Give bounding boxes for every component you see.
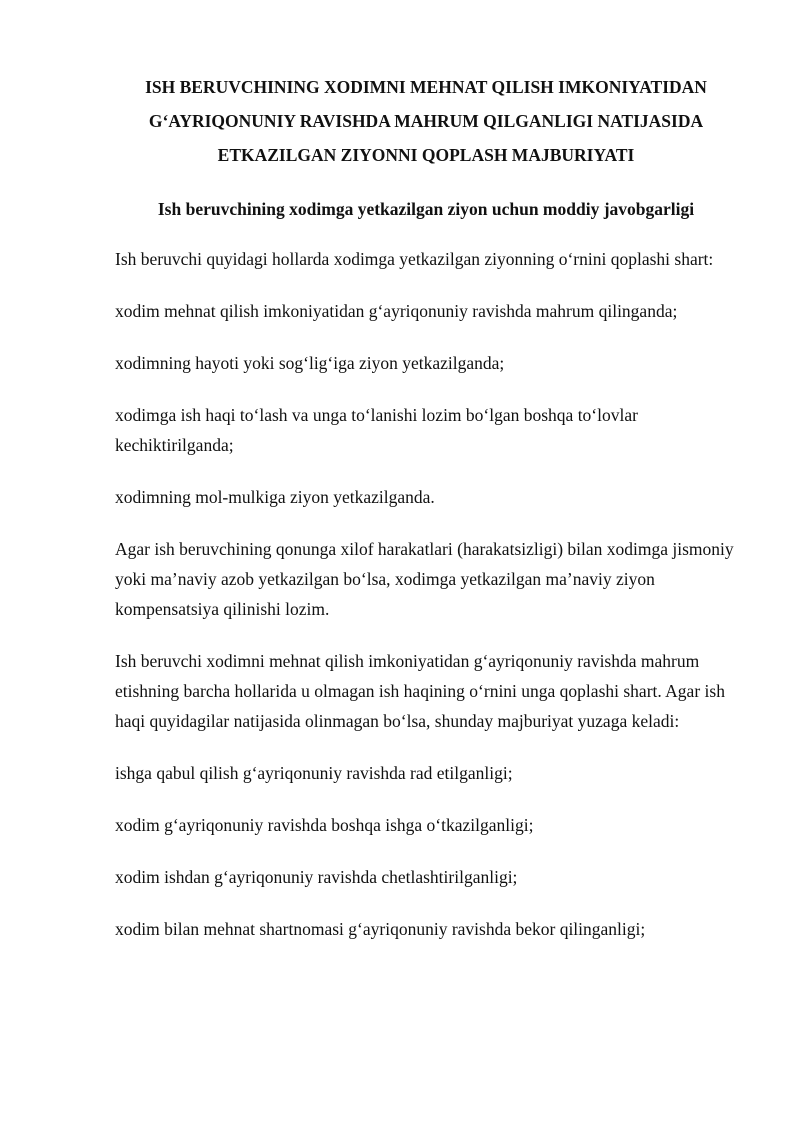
title-line: G‘AYRIQONUNIY RAVISHDA MAHRUM QILGANLIGI NATIJASIDA	[148, 111, 704, 131]
list-item: xodim ishdan g‘ayriqonuniy ravishda chetlashtirilganligi;	[115, 867, 518, 887]
paragraph: Agar ish beruvchining qonunga xilof harakatlari (harakatsizligi) bilan xodimga jismoniy yoki ma’naviy azob yetkazilgan bo‘lsa, xodimga yetkazilgan ma’naviy ziyon kompensatsiya qilinishi lozim.	[115, 539, 734, 619]
title-line: ETKAZILGAN ZIYONNI QOPLASH MAJBURIYATI	[217, 145, 635, 165]
paragraph: Ish beruvchi xodimni mehnat qilish imkoniyatidan g‘ayriqonuniy ravishda mahrum etishning barcha hollarida u olmagan ish haqining o‘rnini unga qoplashi shart. Agar ish haqi quyidagilar natijasida olinmagan bo‘lsa, shunday majburiyat yuzaga keladi:	[115, 651, 725, 731]
list-item: xodim g‘ayriqonuniy ravishda boshqa ishga o‘tkazilganligi;	[115, 815, 534, 835]
list-item: xodimning hayoti yoki sog‘lig‘iga ziyon yetkazilganda;	[115, 353, 505, 373]
list-item: xodim mehnat qilish imkoniyatidan g‘ayriqonuniy ravishda mahrum qilinganda;	[115, 301, 678, 321]
list-item: xodimga ish haqi to‘lash va unga to‘lanishi lozim bo‘lgan boshqa to‘lovlar kechiktirilganda;	[115, 405, 638, 455]
list-item: xodimning mol-mulkiga ziyon yetkazilganda.	[115, 487, 435, 507]
section-subtitle: Ish beruvchining xodimga yetkazilgan ziyon uchun moddiy javobgarligi	[157, 199, 695, 219]
title-line: ISH BERUVCHINING XODIMNI MEHNAT QILISH IMKONIYATIDAN	[145, 77, 707, 97]
list-item: xodim bilan mehnat shartnomasi g‘ayriqonuniy ravishda bekor qilinganligi;	[115, 919, 646, 939]
list-item: ishga qabul qilish g‘ayriqonuniy ravishda rad etilganligi;	[115, 763, 513, 783]
paragraph: Ish beruvchi quyidagi hollarda xodimga yetkazilgan ziyonning o‘rnini qoplashi shart:	[115, 249, 714, 269]
document-body	[115, 244, 742, 944]
document-title	[113, 70, 739, 172]
